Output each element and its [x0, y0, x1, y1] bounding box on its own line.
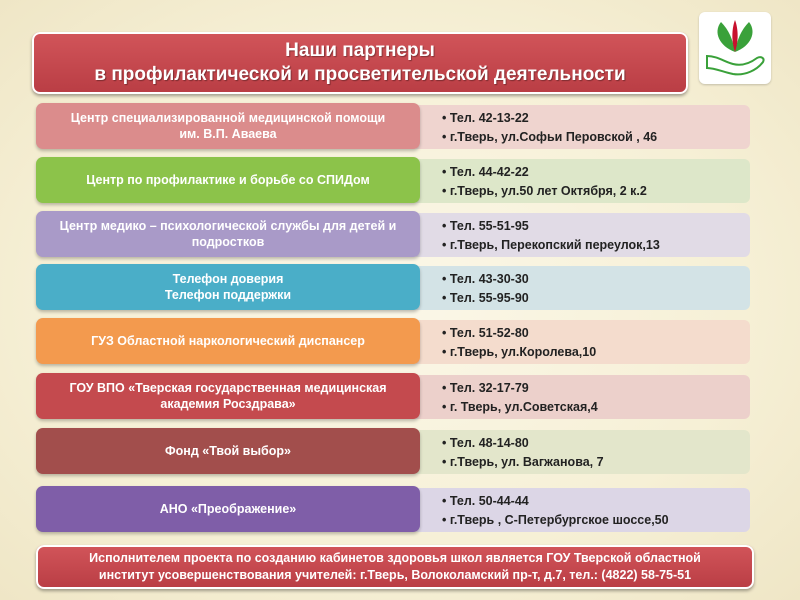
- partner-row: [36, 103, 750, 151]
- partner-row: [36, 486, 750, 534]
- leaf-hand-logo-icon: [699, 12, 771, 84]
- partner-contacts: [412, 430, 750, 474]
- partner-name: [36, 157, 420, 203]
- partner-name-line-1: ГУЗ Областной наркологический диспансер: [91, 334, 365, 348]
- partner-row: [36, 211, 750, 259]
- partner-name: [36, 428, 420, 474]
- title-line-2: в профилактической и просветительской деятельности: [94, 64, 626, 85]
- partner-name-line-1: ГОУ ВПО «Тверская государственная медицинская: [69, 381, 387, 395]
- title-banner: [32, 32, 688, 94]
- partner-contacts: [412, 375, 750, 419]
- contact-item: • г.Тверь, ул.50 лет Октября, 2 к.2: [442, 182, 750, 201]
- footer-line-1: Исполнителем проекта по созданию кабинетов здоровья школ является ГОУ Тверской областной: [89, 551, 701, 565]
- partner-name: [36, 318, 420, 364]
- contact-item: • г.Тверь, ул. Вагжанова, 7: [442, 453, 750, 472]
- partner-name: [36, 264, 420, 310]
- partner-contacts: [412, 266, 750, 310]
- contact-item: • г.Тверь, ул.Софьи Перовской , 46: [442, 128, 750, 147]
- partner-name-line-1: Центр специализированной медицинской помощи: [70, 111, 386, 125]
- title-line-1: Наши партнеры: [285, 40, 435, 61]
- contact-item: • г.Тверь, ул.Королева,10: [442, 343, 750, 362]
- partner-name-line-1: Центр по профилактике и борьбе со СПИДом: [86, 173, 370, 187]
- partner-row: [36, 428, 750, 476]
- contact-item: • г.Тверь , С-Петербургское шоссе,50: [442, 511, 750, 530]
- partner-contacts: [412, 320, 750, 364]
- partner-contacts: [412, 105, 750, 149]
- partner-contacts: [412, 488, 750, 532]
- footer-banner: [36, 545, 754, 589]
- partner-contacts: [412, 213, 750, 257]
- contact-item: • Тел. 32-17-79: [442, 379, 750, 398]
- partner-name-line-2: Телефон поддержки: [164, 288, 292, 302]
- contact-item: • Тел. 51-52-80: [442, 324, 750, 343]
- contact-item: • Тел. 43-30-30: [442, 270, 750, 289]
- contact-item: • г.Тверь, Перекопский переулок,13: [442, 236, 750, 255]
- partner-row: [36, 318, 750, 366]
- partner-name-line-2: подростков: [191, 235, 265, 249]
- footer-line-2: институт усовершенствования учителей: г.Тверь, Волоколамский пр-т, д.7, тел.: (4822) 58-75-51: [98, 568, 692, 582]
- partner-name: [36, 211, 420, 257]
- partner-name-line-2: академия Росздрава»: [160, 397, 296, 411]
- contact-item: • Тел. 55-95-90: [442, 289, 750, 308]
- partner-row: [36, 264, 750, 312]
- partner-name: [36, 373, 420, 419]
- partner-name-line-1: Фонд «Твой выбор»: [165, 444, 291, 458]
- contact-item: • Тел. 42-13-22: [442, 109, 750, 128]
- contact-item: • Тел. 55-51-95: [442, 217, 750, 236]
- contact-item: • Тел. 44-42-22: [442, 163, 750, 182]
- partner-name-line-2: им. В.П. Аваева: [179, 127, 277, 141]
- partner-name-line-1: Центр медико – психологической службы для детей и: [59, 219, 397, 233]
- partner-contacts: [412, 159, 750, 203]
- partner-name-line-1: АНО «Преображение»: [159, 502, 297, 516]
- partner-name: [36, 486, 420, 532]
- partner-name-line-1: Телефон доверия: [172, 272, 284, 286]
- partner-row: [36, 373, 750, 421]
- contact-item: • г. Тверь, ул.Советская,4: [442, 398, 750, 417]
- contact-item: • Тел. 50-44-44: [442, 492, 750, 511]
- partner-row: [36, 157, 750, 205]
- partner-name: [36, 103, 420, 149]
- contact-item: • Тел. 48-14-80: [442, 434, 750, 453]
